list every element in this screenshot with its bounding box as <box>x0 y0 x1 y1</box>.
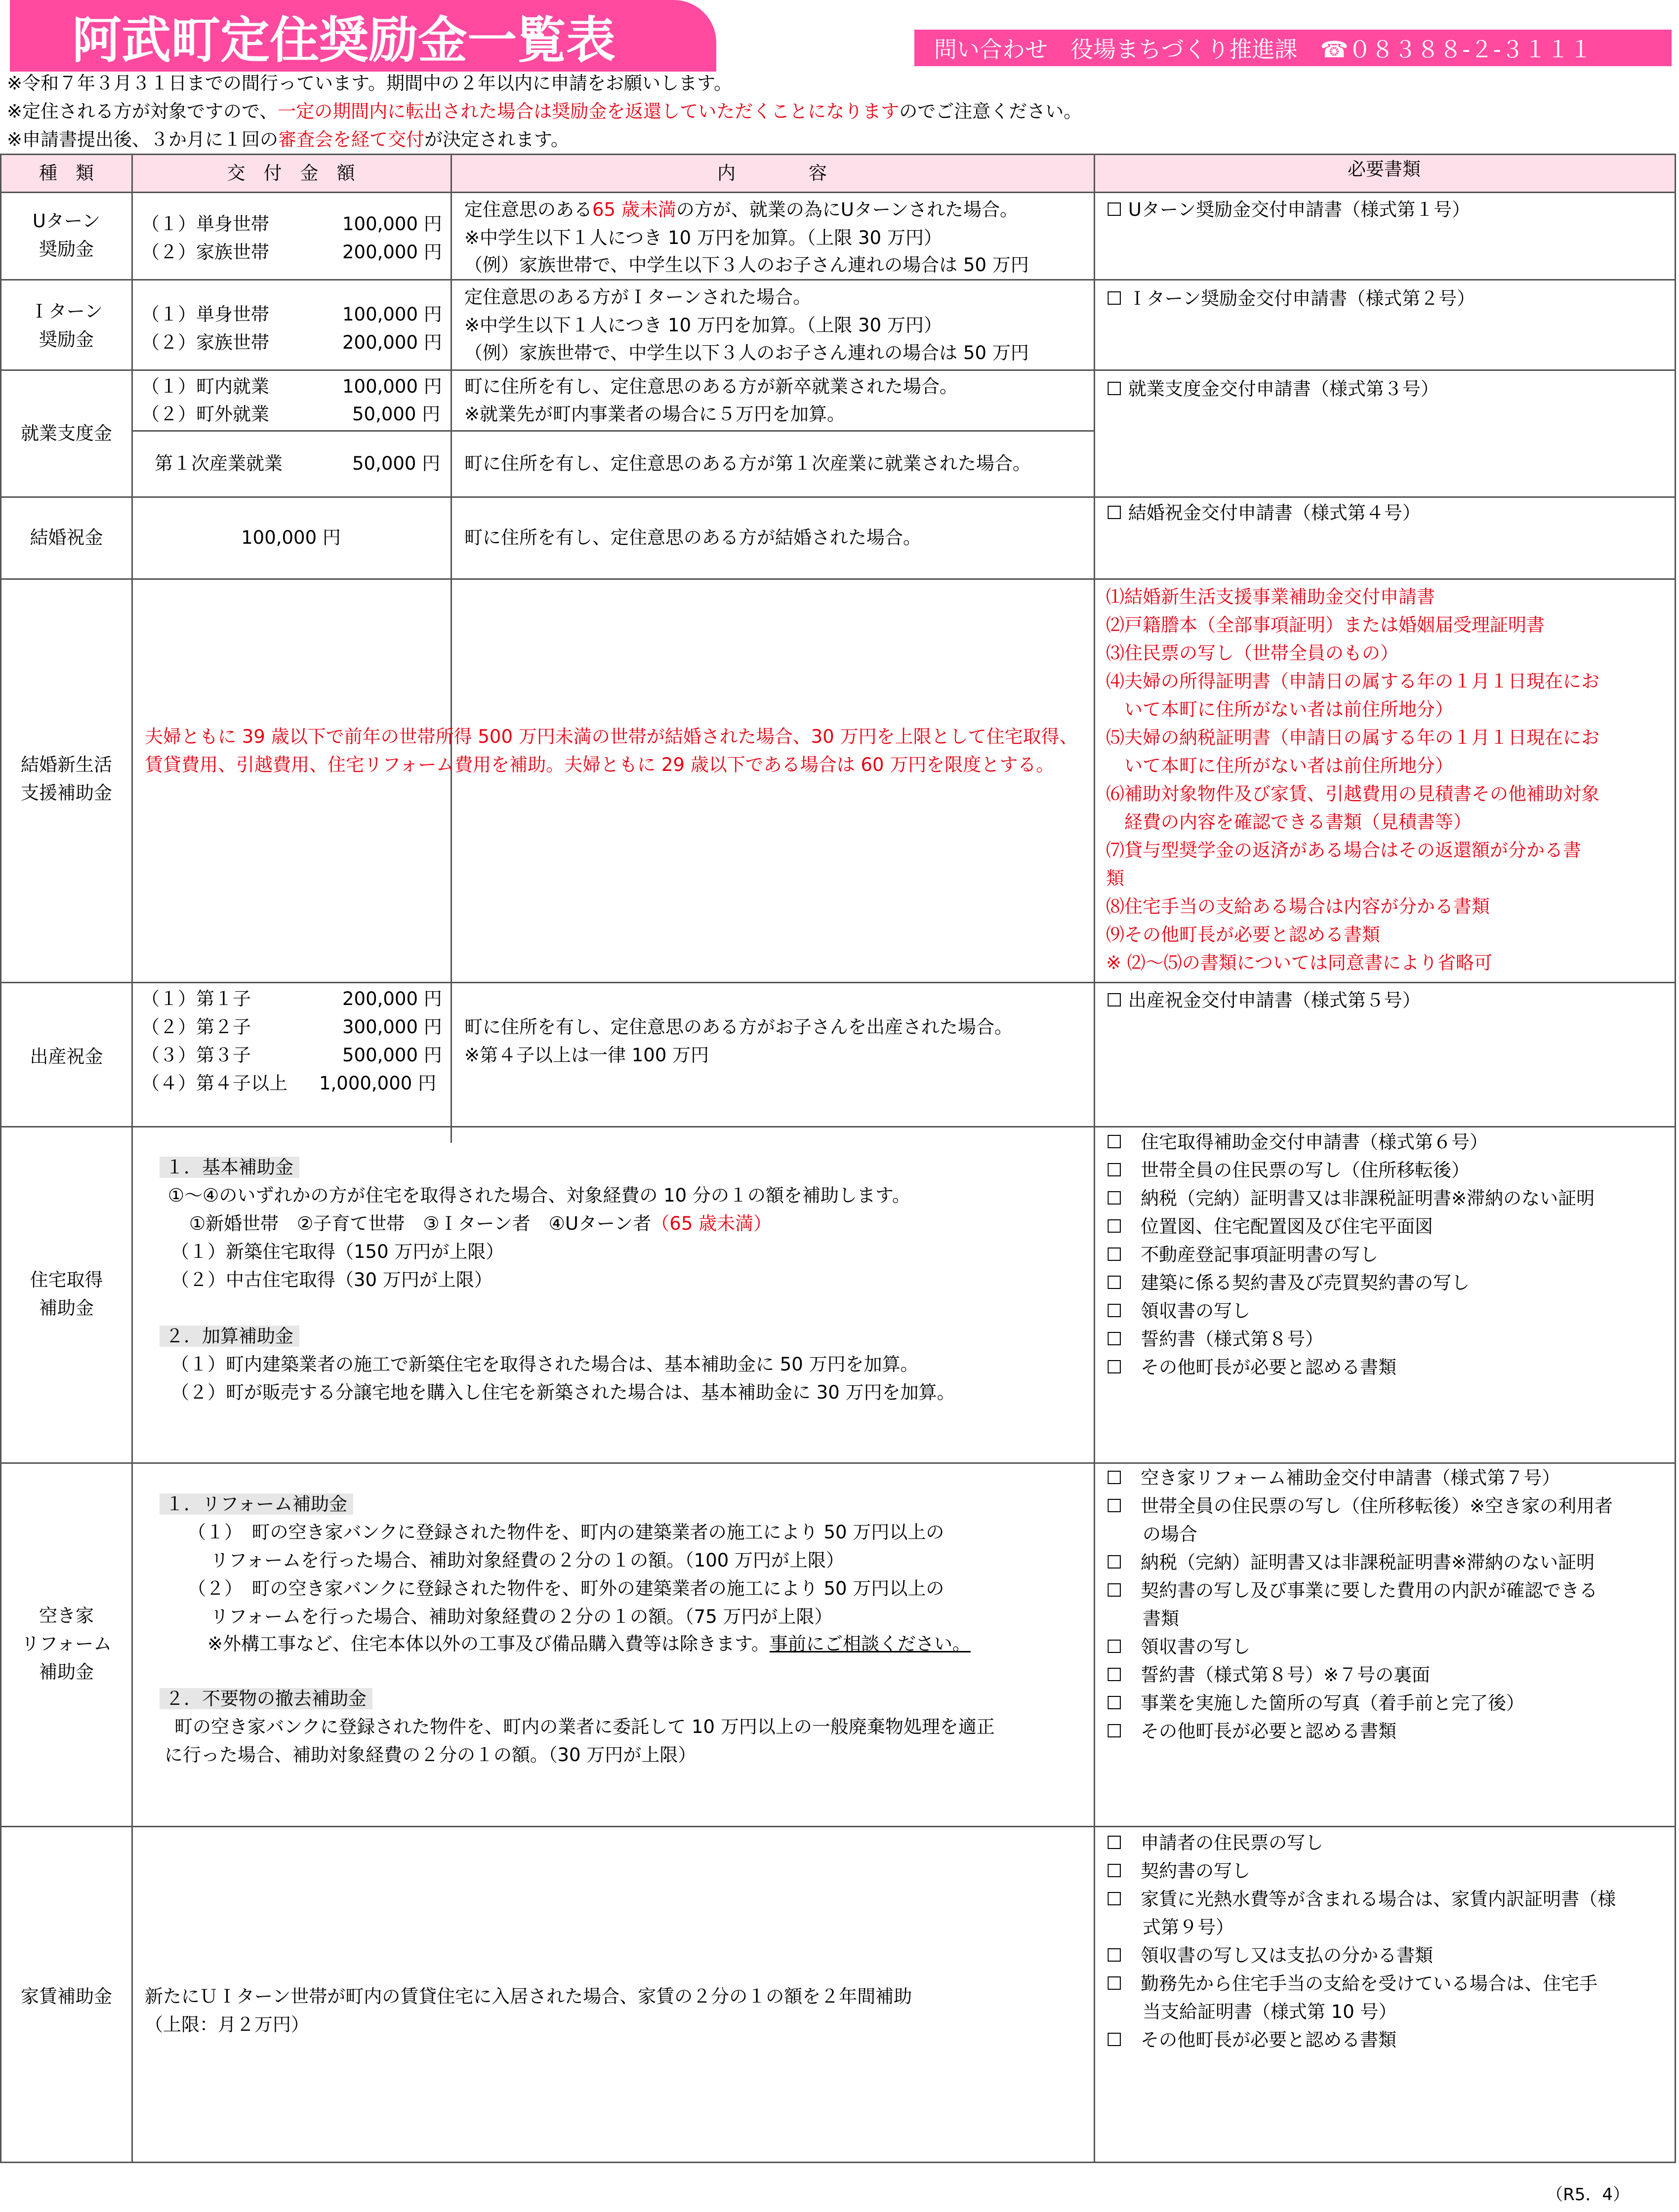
i-turn-amount-2-value: 200,000 円 <box>342 332 442 353</box>
new-life-label-1: 結婚新生活 <box>21 754 112 775</box>
vacant-line-2: リフォームを行った場合、補助対象経費の２分の１の額。（100 万円が上限） <box>210 1550 845 1571</box>
vacant-docs <box>1106 1464 1613 1745</box>
housing-doc: ☐ 領収書の写し <box>1106 1300 1251 1322</box>
rent-doc: 当支給証明書（様式第 10 号） <box>1106 2001 1397 2022</box>
u-turn-amount-1-value: 100,000 円 <box>342 213 442 235</box>
housing-heading-extra <box>160 1322 299 1350</box>
i-turn-content-2: ※中学生以下１人につき 10 万円を加算。（上限 30 万円） <box>464 315 942 336</box>
vacant-label-2: リフォーム <box>21 1633 112 1654</box>
new-life-doc: ⑸夫婦の納税証明書（申請日の属する年の１月１日現在にお <box>1106 727 1599 748</box>
new-life-doc: ⑴結婚新生活支援事業補助金交付申請書 <box>1106 586 1435 607</box>
u-turn-amount-2-value: 200,000 円 <box>342 241 442 263</box>
birth-amount-1-label: （１）第１子 <box>141 988 251 1009</box>
u-turn-amount-2-label: （２）家族世帯 <box>141 241 269 263</box>
new-life-content: 夫婦ともに 39 歳以下で前年の世帯所得 500 万円未満の世帯が結婚された場合、30 万円を上限として住宅取得、賃貸費用、引越費用、住宅リフォーム費用を補助。夫婦ともに 29 歳以下である場合は 60 万円を限度とする。 <box>145 726 1078 775</box>
employment-amount-1-label: （１）町内就業 <box>141 376 269 397</box>
vacant-doc: ☐ 事業を実施した箇所の写真（着手前と完了後） <box>1106 1692 1525 1714</box>
new-life-doc: 類 <box>1106 868 1124 889</box>
employment-content-1: 町に住所を有し、定住意思のある方が新卒就業された場合。 <box>464 376 958 397</box>
housing-doc: ☐ 世帯全員の住民票の写し（住所移転後） <box>1106 1160 1470 1181</box>
housing-line-2 <box>189 1209 772 1238</box>
housing-doc: ☐ 不動産登記事項証明書の写し <box>1106 1244 1379 1265</box>
rent-docs <box>1106 1829 1616 2054</box>
employment-content-3: 町に住所を有し、定住意思のある方が第１次産業に就業された場合。 <box>464 453 1031 474</box>
vacant-doc: ☐ 契約書の写し及び事業に要した費用の内訳が確認できる <box>1106 1580 1598 1601</box>
header-amount: 交 付 金 額 <box>227 162 355 184</box>
birth-amount-4-label: （４）第４子以上 <box>141 1073 287 1094</box>
vacant-doc: ☐ 納税（完納）証明書又は非課税証明書※滞納のない証明 <box>1106 1552 1595 1573</box>
birth-content-2: ※第４子以上は一律 100 万円 <box>464 1045 709 1066</box>
new-life-doc: ⑵戸籍謄本（全部事項証明）または婚姻届受理証明書 <box>1106 614 1545 636</box>
vacant-doc: ☐ 誓約書（様式第８号）※７号の裏面 <box>1106 1664 1431 1686</box>
housing-doc: ☐ 納税（完納）証明書又は非課税証明書※滞納のない証明 <box>1106 1188 1595 1209</box>
u-turn-content-red: 65 歳未満 <box>592 199 676 220</box>
vacant-heading-removal <box>160 1685 372 1713</box>
housing-heading-basic-text: １．基本補助金 <box>160 1157 299 1178</box>
new-life-doc: ⑹補助対象物件及び家賃、引越費用の見積書その他補助対象 <box>1106 783 1599 804</box>
new-life-doc: 経費の内容を確認できる書類（見積書等） <box>1106 811 1472 833</box>
vacant-heading-reform-text: １．リフォーム補助金 <box>160 1493 353 1515</box>
vacant-line-3: （２） 町の空き家バンクに登録された物件を、町外の建築業者の施工により 50 万円以上の <box>188 1578 944 1599</box>
rent-content-2: （上限：月２万円） <box>145 2014 309 2035</box>
i-turn-content-1: 定住意思のある方がＩターンされた場合。 <box>464 286 812 308</box>
housing-heading-extra-text: ２．加算補助金 <box>160 1326 299 1347</box>
subsidy-table <box>0 154 1676 2163</box>
vacant-line-1: （１） 町の空き家バンクに登録された物件を、町内の建築業者の施工により 50 万円以上の <box>188 1522 944 1543</box>
note-2-post: のでご注意ください。 <box>899 101 1082 122</box>
rent-label: 家賃補助金 <box>21 1986 112 2007</box>
notes <box>7 69 1667 154</box>
housing-docs <box>1106 1128 1595 1381</box>
vacant-doc: ☐ 領収書の写し <box>1106 1636 1251 1657</box>
new-life-label-2: 支援補助金 <box>21 782 112 804</box>
vacant-line-4: リフォームを行った場合、補助対象経費の２分の１の額。（75 万円が上限） <box>210 1606 833 1627</box>
u-turn-content-1 <box>464 196 1018 224</box>
new-life-docs <box>1106 583 1599 977</box>
employment-doc-1: ☐ 就業支度金交付申請書（様式第３号） <box>1106 378 1439 400</box>
note-3-red: 審査会を経て交付 <box>278 129 425 150</box>
employment-amount-1-value: 100,000 円 <box>342 376 442 397</box>
note-3-post: が決定されます。 <box>424 129 570 150</box>
rent-doc: ☐ 契約書の写し <box>1106 1860 1251 1882</box>
vacant-doc: の場合 <box>1106 1524 1197 1545</box>
birth-doc-1: ☐ 出産祝金交付申請書（様式第５号） <box>1106 990 1421 1011</box>
vacant-heading-reform <box>160 1490 353 1518</box>
birth-amount-4-value: 1,000,000 円 <box>319 1073 437 1094</box>
note-2 <box>7 97 1667 125</box>
i-turn-label-2: 奨励金 <box>39 329 94 350</box>
housing-line-6: （２）町が販売する分譲宅地を購入し住宅を新築された場合は、基本補助金に 30 万円を加算。 <box>171 1382 955 1403</box>
employment-amount-3-value: 50,000 円 <box>352 453 441 474</box>
contact-banner: 問い合わせ 役場まちづくり推進課 ☎０８３８８-２-３１１１ <box>914 30 1672 66</box>
u-turn-label-1: Uターン <box>32 210 101 232</box>
vacant-line-5 <box>207 1630 971 1658</box>
birth-content-1: 町に住所を有し、定住意思のある方がお子さんを出産された場合。 <box>464 1016 1013 1038</box>
housing-label-1: 住宅取得 <box>30 1269 103 1290</box>
note-2-red: 一定の期間内に転出された場合は奨励金を返還していただくことになります <box>278 101 900 122</box>
housing-label-2: 補助金 <box>39 1297 94 1319</box>
vacant-doc: 書類 <box>1106 1608 1179 1629</box>
i-turn-amount-2-label: （２）家族世帯 <box>141 332 269 353</box>
note-2-pre: ※定住される方が対象ですので、 <box>7 101 278 122</box>
page-title: 阿武町定住奨励金一覧表 <box>10 0 716 72</box>
employment-amount-3-label: 第１次産業就業 <box>155 453 283 474</box>
new-life-doc: ⑶住民票の写し（世帯全員のもの） <box>1106 643 1398 664</box>
vacant-line-5-underlined: 事前にご相談ください。 <box>770 1633 971 1654</box>
employment-amount-2-value: 50,000 円 <box>352 403 441 425</box>
housing-doc: ☐ 住宅取得補助金交付申請書（様式第６号） <box>1106 1131 1488 1153</box>
housing-line-2-text: ①新婚世帯 ②子育て世帯 ③Ｉターン者 ④Uターン者 <box>189 1213 652 1234</box>
i-turn-doc-1: ☐ Ｉターン奨励金交付申請書（様式第２号） <box>1106 288 1475 309</box>
marriage-label: 結婚祝金 <box>30 527 103 548</box>
note-1: ※令和７年３月３１日までの間行っています。期間中の２年以内に申請をお願いします。 <box>7 73 733 94</box>
housing-line-4: （２）中古住宅取得（30 万円が上限） <box>171 1269 492 1290</box>
employment-content-2: ※就業先が町内事業者の場合に５万円を加算。 <box>464 403 846 425</box>
u-turn-doc-1: ☐ Uターン奨励金交付申請書（様式第１号） <box>1106 199 1471 220</box>
rent-doc: ☐ 勤務先から住宅手当の支給を受けている場合は、住宅手 <box>1106 1973 1598 1994</box>
employment-amount-2-label: （２）町外就業 <box>141 403 269 425</box>
rent-doc: 式第９号） <box>1106 1917 1234 1938</box>
note-3 <box>7 125 1667 154</box>
rent-doc: ☐ その他町長が必要と認める書類 <box>1106 2029 1397 2051</box>
birth-amount-2-label: （２）第２子 <box>141 1016 251 1038</box>
new-life-doc: いて本町に住所がない者は前住所地分） <box>1106 755 1453 776</box>
housing-doc: ☐ 建築に係る契約書及び売買契約書の写し <box>1106 1272 1470 1293</box>
housing-line-1: ①～④のいずれかの方が住宅を取得された場合、対象経費の 10 分の１の額を補助します。 <box>168 1185 910 1206</box>
marriage-amount: 100,000 円 <box>241 527 341 548</box>
u-turn-content-post: の方が、就業の為にUターンされた場合。 <box>676 199 1019 220</box>
new-life-doc: ⑷夫婦の所得証明書（申請日の属する年の１月１日現在にお <box>1106 671 1599 692</box>
vacant-label-1: 空き家 <box>39 1605 94 1626</box>
employment-label: 就業支度金 <box>21 423 112 444</box>
birth-amount-2-value: 300,000 円 <box>342 1016 442 1038</box>
new-life-doc: いて本町に住所がない者は前住所地分） <box>1106 699 1453 720</box>
u-turn-content-pre: 定住意思のある <box>464 199 592 220</box>
new-life-doc: ※ ⑵～⑸の書類については同意書により省略可 <box>1106 952 1493 973</box>
housing-line-5: （１）町内建築業者の施工で新築住宅を取得された場合は、基本補助金に 50 万円を加算。 <box>171 1354 919 1375</box>
i-turn-amount-1-value: 100,000 円 <box>342 304 442 325</box>
housing-doc: ☐ その他町長が必要と認める書類 <box>1106 1357 1397 1378</box>
vacant-doc: ☐ 世帯全員の住民票の写し（住所移転後）※空き家の利用者 <box>1106 1495 1613 1517</box>
vacant-heading-removal-text: ２．不要物の撤去補助金 <box>160 1688 372 1709</box>
vacant-line-6: 町の空き家バンクに登録された物件を、町内の業者に委託して 10 万円以上の一般廃棄物処理を適正 <box>174 1716 995 1737</box>
rent-content-1: 新たにＵＩターン世帯が町内の賃貸住宅に入居された場合、家賃の２分の１の額を２年間補助 <box>145 1986 912 2007</box>
housing-line-2-red: （65 歳未満） <box>651 1213 772 1234</box>
new-life-doc: ⑼その他町長が必要と認める書類 <box>1106 924 1380 945</box>
marriage-doc-1: ☐ 結婚祝金交付申請書（様式第４号） <box>1106 502 1421 523</box>
marriage-content: 町に住所を有し、定住意思のある方が結婚された場合。 <box>464 527 921 548</box>
header-content: 内 容 <box>717 162 827 184</box>
header-docs: 必要書類 <box>1348 159 1421 180</box>
birth-amount-3-label: （３）第３子 <box>141 1045 251 1066</box>
birth-amount-1-value: 200,000 円 <box>342 988 442 1009</box>
u-turn-label-2: 奨励金 <box>39 239 94 260</box>
header-type: 種 類 <box>39 162 94 184</box>
u-turn-amount-1-label: （１）単身世帯 <box>141 213 269 235</box>
vacant-line-7: に行った場合、補助対象経費の２分の１の額。（30 万円が上限） <box>164 1744 696 1766</box>
i-turn-label-1: Ｉターン <box>30 301 103 322</box>
i-turn-amount-1-label: （１）単身世帯 <box>141 304 269 325</box>
u-turn-content-3: （例）家族世帯で、中学生以下３人のお子さん連れの場合は 50 万円 <box>464 254 1029 276</box>
new-life-doc: ⑻住宅手当の支給ある場合は内容が分かる書類 <box>1106 896 1490 917</box>
birth-label: 出産祝金 <box>30 1046 103 1067</box>
note-3-pre: ※申請書提出後、３か月に１回の <box>7 129 279 150</box>
housing-heading-basic <box>160 1153 299 1181</box>
rent-doc: ☐ 家賃に光熱水費等が含まれる場合は、家賃内訳証明書（様 <box>1106 1889 1616 1910</box>
birth-amount-3-value: 500,000 円 <box>342 1045 442 1066</box>
housing-doc: ☐ 位置図、住宅配置図及び住宅平面図 <box>1106 1216 1433 1237</box>
i-turn-content-3: （例）家族世帯で、中学生以下３人のお子さん連れの場合は 50 万円 <box>464 342 1029 363</box>
u-turn-content-2: ※中学生以下１人につき 10 万円を加算。（上限 30 万円） <box>464 227 942 248</box>
housing-line-3: （１）新築住宅取得（150 万円が上限） <box>171 1241 504 1262</box>
vacant-line-5-text: ※外構工事など、住宅本体以外の工事及び備品購入費等は除きます。 <box>207 1633 770 1654</box>
revision-footer: （R5．4） <box>1546 2185 1630 2205</box>
vacant-label-3: 補助金 <box>39 1661 94 1683</box>
rent-doc: ☐ 申請者の住民票の写し <box>1106 1832 1324 1853</box>
rent-doc: ☐ 領収書の写し又は支払の分かる書類 <box>1106 1945 1433 1966</box>
vacant-doc: ☐ その他町長が必要と認める書類 <box>1106 1721 1397 1742</box>
vacant-doc: ☐ 空き家リフォーム補助金交付申請書（様式第７号） <box>1106 1467 1560 1488</box>
housing-doc: ☐ 誓約書（様式第８号） <box>1106 1328 1324 1350</box>
new-life-doc: ⑺貸与型奨学金の返済がある場合はその返還額が分かる書 <box>1106 840 1581 861</box>
